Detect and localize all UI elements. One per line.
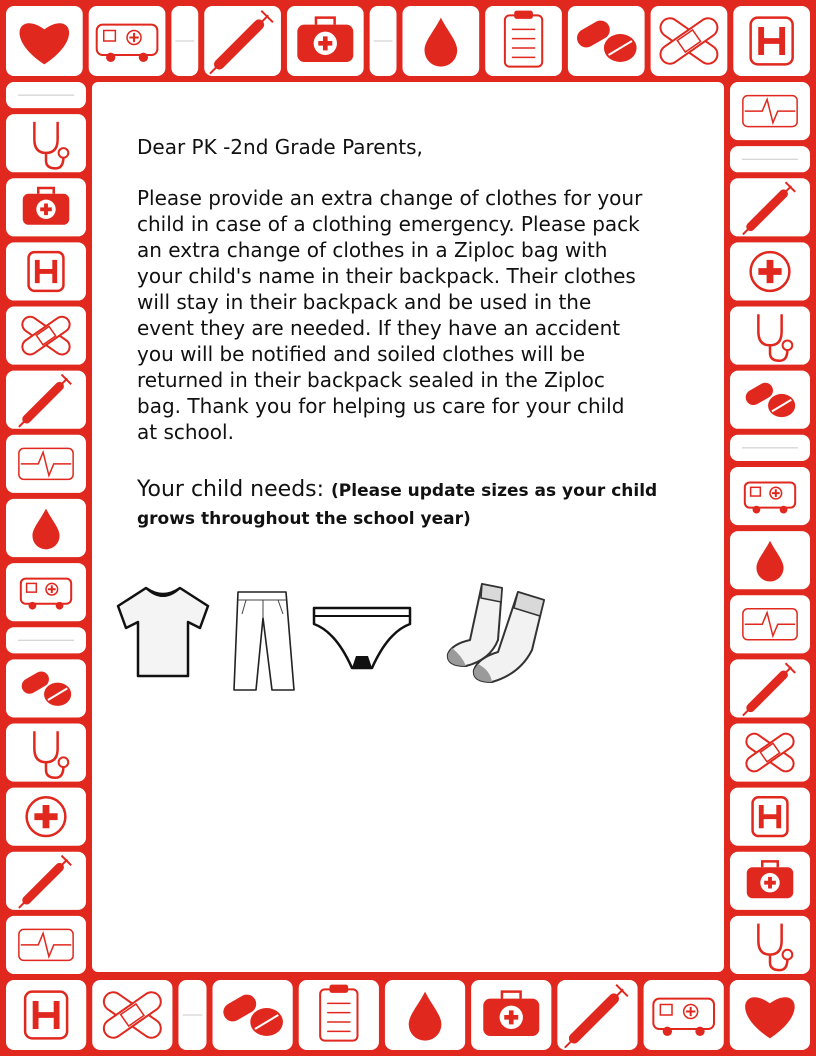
- needs-label: Your child needs:: [137, 477, 332, 502]
- ambulance-icon: [6, 563, 86, 621]
- first-aid-kit-icon: [730, 852, 810, 910]
- stethoscope-icon: [730, 916, 810, 974]
- cross-icon: [730, 242, 810, 300]
- body-line: returned in their backpack sealed in the Ziploc: [137, 368, 605, 392]
- syringe-icon: [6, 371, 86, 429]
- bar: [370, 6, 397, 76]
- blood-drop-icon: [730, 531, 810, 589]
- body-line: bag. Thank you for helping us care for your child: [137, 394, 625, 418]
- body-line: Please provide an extra change of clothes for your: [137, 186, 643, 210]
- ambulance-icon: [730, 467, 810, 525]
- pills-icon: [213, 980, 293, 1050]
- blood-drop-icon: [402, 6, 479, 76]
- pills-icon: [6, 659, 86, 717]
- heartbeat-icon: [6, 916, 86, 974]
- bar: [6, 627, 86, 653]
- body-line: your child's name in their backpack. Their clothes: [137, 264, 636, 288]
- needs-heading: [137, 476, 697, 532]
- letter-body: [137, 185, 697, 445]
- first-aid-kit-icon: [6, 178, 86, 236]
- cross-icon: [6, 788, 86, 846]
- bandages-icon: [92, 980, 172, 1050]
- stethoscope-icon: [6, 723, 86, 781]
- bar: [178, 980, 206, 1050]
- bandages-icon: [6, 307, 86, 365]
- first-aid-kit-icon: [471, 980, 551, 1050]
- socks-icon: [440, 578, 550, 686]
- first-aid-kit-icon: [287, 6, 364, 76]
- hospital-sign-icon: [6, 242, 86, 300]
- bar: [730, 146, 810, 172]
- greeting: Dear PK -2nd Grade Parents,: [137, 135, 423, 159]
- pills-icon: [730, 371, 810, 429]
- heart-icon: [6, 6, 83, 76]
- pants-icon: [228, 588, 300, 694]
- hospital-sign-icon: [730, 788, 810, 846]
- bar: [730, 435, 810, 461]
- bandages-icon: [730, 723, 810, 781]
- blood-drop-icon: [385, 980, 465, 1050]
- bandages-icon: [651, 6, 728, 76]
- clipboard-icon: [299, 980, 379, 1050]
- hospital-sign-icon: [733, 6, 810, 76]
- body-line: an extra change of clothes in a Ziploc bag with: [137, 238, 608, 262]
- t-shirt-icon: [112, 584, 214, 680]
- blood-drop-icon: [6, 499, 86, 557]
- bar: [6, 82, 86, 108]
- body-line: at school.: [137, 420, 234, 444]
- syringe-icon: [557, 980, 637, 1050]
- hospital-sign-icon: [6, 980, 86, 1050]
- needs-note: (Please update sizes as your child grows throughout the school year): [137, 481, 658, 529]
- syringe-icon: [730, 178, 810, 236]
- ambulance-icon: [644, 980, 724, 1050]
- body-line: child in case of a clothing emergency. Please pack: [137, 212, 640, 236]
- body-line: will stay in their backpack and be used in the: [137, 290, 592, 314]
- body-line: you will be notified and soiled clothes will be: [137, 342, 585, 366]
- heartbeat-icon: [730, 595, 810, 653]
- heartbeat-icon: [730, 82, 810, 140]
- pills-icon: [568, 6, 645, 76]
- stethoscope-icon: [730, 307, 810, 365]
- stethoscope-icon: [6, 114, 86, 172]
- heartbeat-icon: [6, 435, 86, 493]
- heart-icon: [730, 980, 810, 1050]
- clipboard-icon: [485, 6, 562, 76]
- ambulance-icon: [89, 6, 166, 76]
- syringe-icon: [204, 6, 281, 76]
- syringe-icon: [6, 852, 86, 910]
- body-line: event they are needed. If they have an accident: [137, 316, 621, 340]
- bar: [171, 6, 198, 76]
- underwear-icon: [310, 602, 414, 678]
- syringe-icon: [730, 659, 810, 717]
